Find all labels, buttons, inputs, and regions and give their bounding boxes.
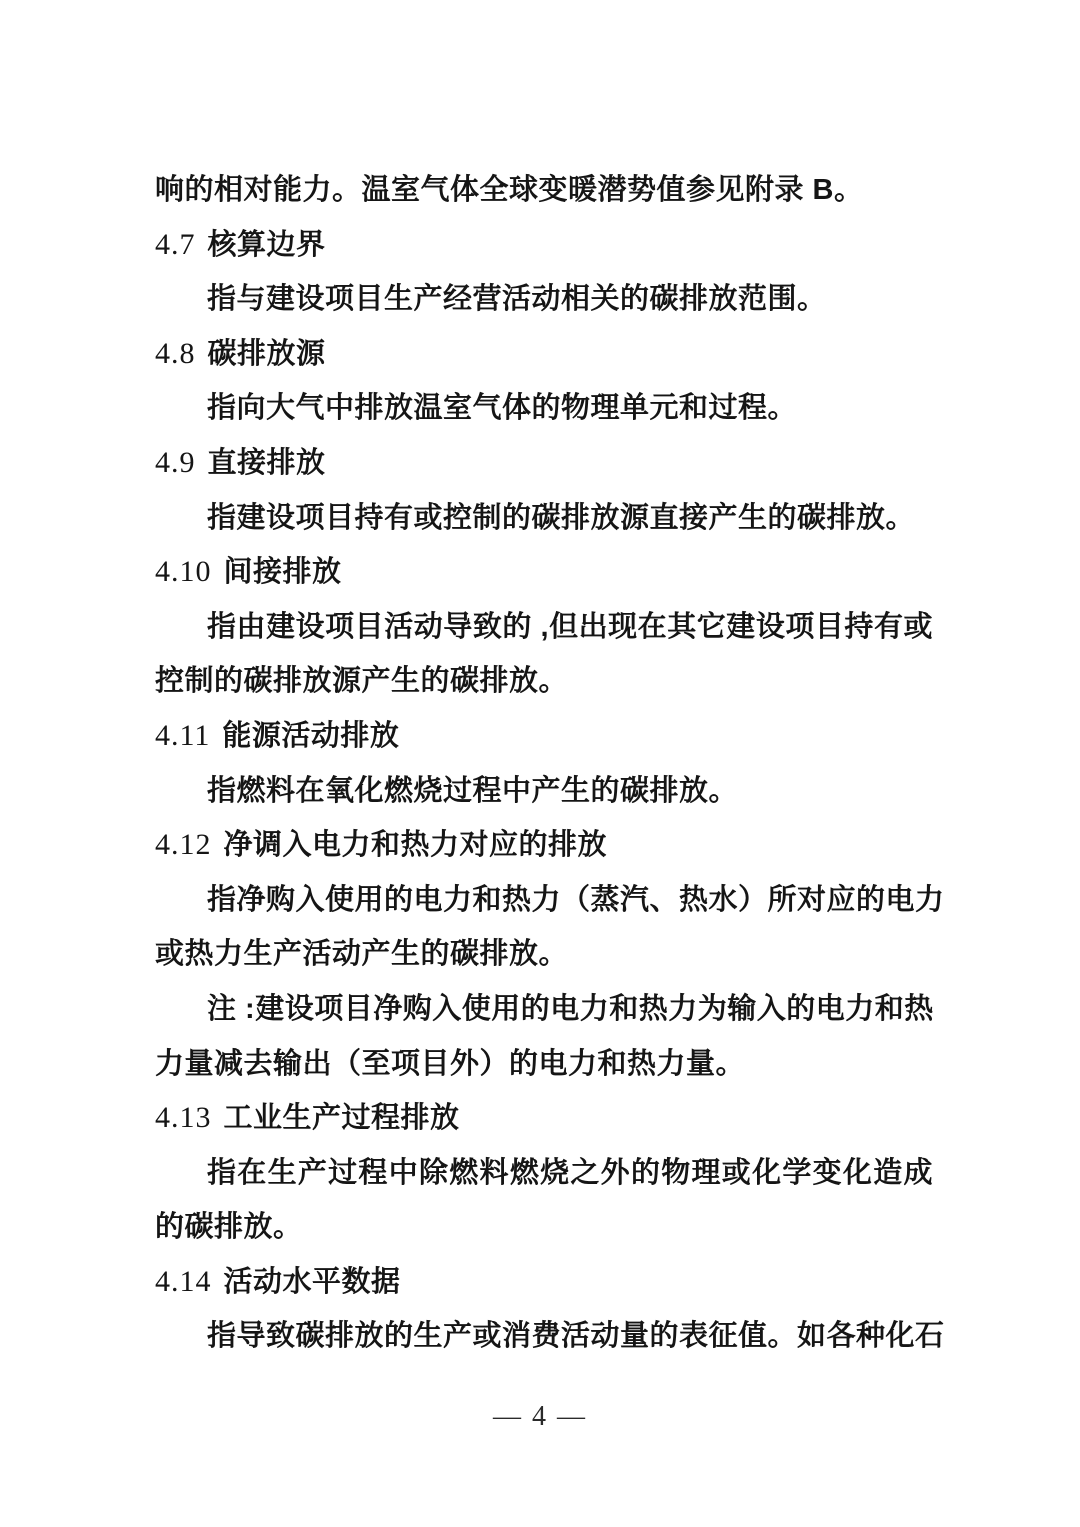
section-title: 直接排放: [207, 446, 326, 479]
section-title: 核算边界: [207, 228, 326, 261]
section-heading: [155, 327, 933, 382]
section-number: 4.8: [155, 336, 196, 370]
text-line: 注 :建设项目净购入使用的电力和热力为输入的电力和热: [207, 992, 934, 1025]
section-title: 间接排放: [223, 556, 342, 589]
section-heading: [155, 1091, 933, 1146]
text-line: 指建设项目持有或控制的碳排放源直接产生的碳排放。: [207, 501, 916, 534]
text-line: 或热力生产活动产生的碳排放。: [155, 938, 569, 971]
section-title: 净调入电力和热力对应的排放: [223, 829, 608, 862]
section-heading: [155, 709, 933, 764]
text-line: 的碳排放。: [155, 1211, 303, 1244]
text-line: 指燃料在氧化燃烧过程中产生的碳排放。: [207, 774, 739, 807]
text-line: 力量减去输出（至项目外）的电力和热力量。: [155, 1047, 746, 1080]
text-line: 指导致碳排放的生产或消费活动量的表征值。如各种化石: [207, 1320, 945, 1353]
section-number: 4.11: [155, 718, 211, 752]
text-line: 指由建设项目活动导致的 ,但出现在其它建设项目持有或: [207, 610, 933, 643]
section-heading: [155, 1255, 933, 1310]
section-number: 4.14: [155, 1264, 212, 1298]
section-title: 活动水平数据: [223, 1265, 401, 1298]
section-title: 能源活动排放: [222, 719, 400, 752]
text-line: 控制的碳排放源产生的碳排放。: [155, 665, 569, 698]
section-number: 4.13: [155, 1101, 212, 1135]
section-title: 碳排放源: [207, 337, 326, 370]
section-number: 4.9: [155, 445, 196, 479]
section-number: 4.10: [155, 555, 212, 589]
text-line: 指在生产过程中除燃料燃烧之外的物理或化学变化造成: [207, 1156, 933, 1189]
section-heading: [155, 436, 933, 491]
section-heading: [155, 818, 933, 873]
section-heading: [155, 545, 933, 600]
text-line: 指向大气中排放温室气体的物理单元和过程。: [207, 392, 798, 425]
page-number: — 4 —: [493, 1401, 587, 1432]
section-number: 4.12: [155, 828, 212, 862]
text-line: 指与建设项目生产经营活动相关的碳排放范围。: [207, 283, 827, 316]
section-title: 工业生产过程排放: [223, 1102, 460, 1135]
section-heading: [155, 218, 933, 273]
text-line: 响的相对能力。温室气体全球变暖潜势值参见附录 B。: [155, 174, 864, 206]
text-line: 指净购入使用的电力和热力（蒸汽、热水）所对应的电力: [207, 883, 945, 916]
document-body: [155, 163, 945, 1364]
page-footer: [0, 1400, 1080, 1434]
section-number: 4.7: [155, 227, 196, 261]
